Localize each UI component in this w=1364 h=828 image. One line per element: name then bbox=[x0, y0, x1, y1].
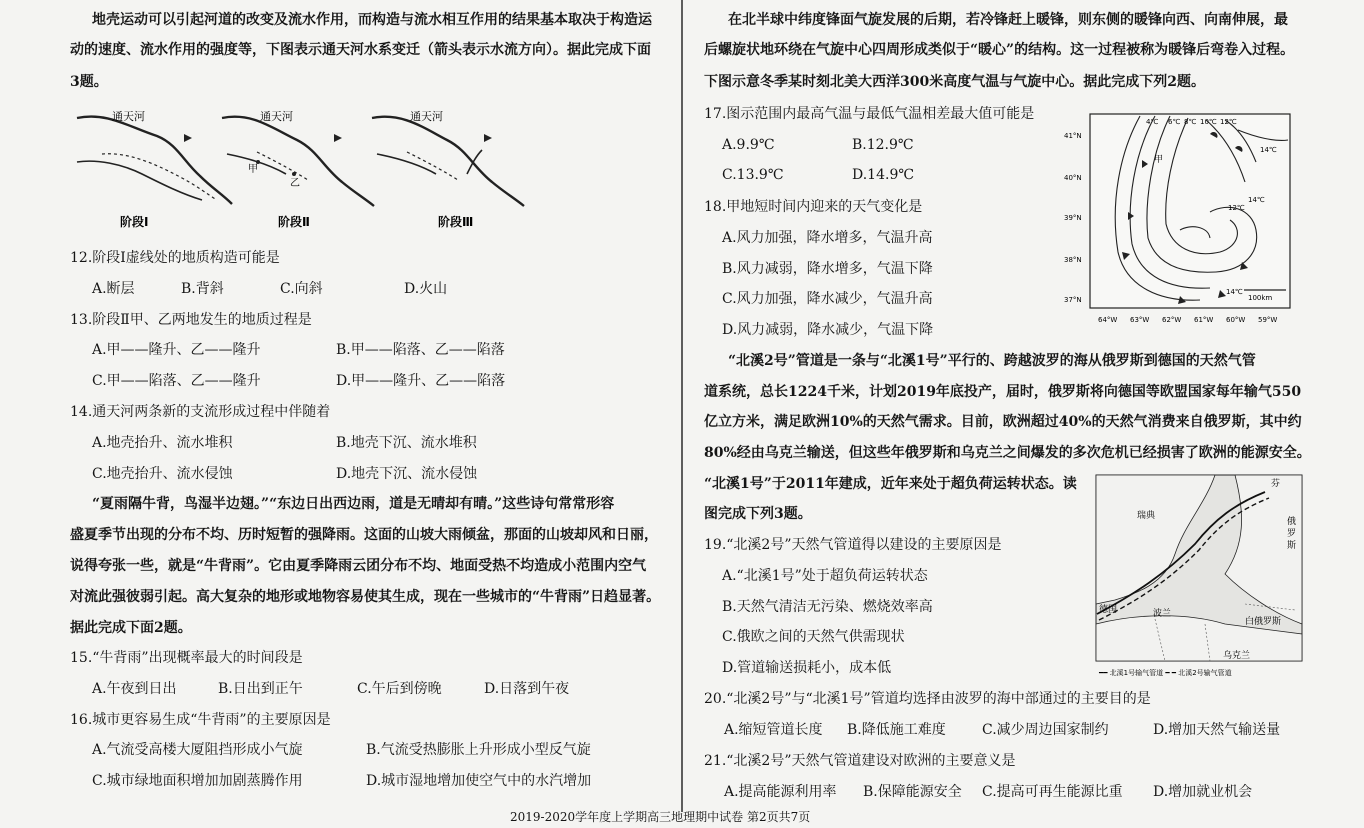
intro-line-3: 3题。 bbox=[70, 74, 108, 90]
map-russia-1: 俄 bbox=[1287, 517, 1297, 527]
lon-59: 59°W bbox=[1258, 316, 1278, 324]
right-intro-line-1: 在北半球中纬度锋面气旋发展的后期，若冷锋赶上暖锋，则东侧的暖锋向西、向南伸展，最 bbox=[728, 12, 1288, 28]
map-belarus: 白俄罗斯 bbox=[1245, 617, 1282, 627]
q21-option-a[interactable]: A.提高能源利用率 bbox=[724, 784, 837, 800]
stage-3-label: 阶段Ⅲ bbox=[438, 215, 474, 229]
q19-stem: 19.“北溪2号”天然气管道得以建设的主要原因是 bbox=[704, 537, 1002, 553]
passage-line-4: 80%经由乌克兰输送，但这些年俄罗斯和乌克兰之间爆发的多次危机已经损害了欧洲的能源安全。 bbox=[704, 445, 1311, 461]
q19-option-c[interactable]: C.俄欧之间的天然气供需现状 bbox=[722, 629, 905, 645]
passage2-line-4: 对流此强彼弱引起。高大复杂的地形或地物容易使其生成，现在一些城市的“牛背雨”日趋显著。 bbox=[70, 589, 661, 605]
q18-option-a[interactable]: A.风力加强，降水增多，气温升高 bbox=[722, 230, 933, 246]
passage-line-6: 图完成下列3题。 bbox=[704, 506, 812, 522]
q12-option-a[interactable]: A.断层 bbox=[92, 281, 135, 297]
baltic-map-figure bbox=[1095, 474, 1303, 680]
intro-line-2: 动的速度、流水作用的强度等，下图表示通天河水系变迁（箭头表示水流方向）。据此完成下面 bbox=[70, 42, 651, 58]
q12-option-b[interactable]: B.背斜 bbox=[181, 281, 224, 297]
q21-stem: 21.“北溪2号”天然气管道建设对欧洲的主要意义是 bbox=[704, 753, 1016, 769]
temp-14-a: 14℃ bbox=[1260, 146, 1277, 154]
temp-14-c: 14℃ bbox=[1226, 288, 1243, 296]
q19-option-b[interactable]: B.天然气清洁无污染、燃烧效率高 bbox=[722, 599, 933, 615]
q16-stem: 16.城市更容易生成“牛背雨”的主要原因是 bbox=[70, 712, 331, 728]
lon-61: 61°W bbox=[1194, 316, 1214, 324]
q13-option-d[interactable]: D.甲——隆升、乙——陷落 bbox=[336, 373, 506, 389]
lon-62: 62°W bbox=[1162, 316, 1182, 324]
temp-8: 8℃ bbox=[1184, 118, 1197, 126]
passage2-line-5: 据此完成下面2题。 bbox=[70, 620, 192, 636]
lat-38: 38°N bbox=[1064, 256, 1082, 264]
lat-39: 39°N bbox=[1064, 214, 1082, 222]
intro-line-1: 地壳运动可以引起河道的改变及流水作用，而构造与流水相互作用的结果基本取决于构造运 bbox=[92, 12, 652, 28]
river-label-1: 通天河 bbox=[112, 110, 145, 123]
q19-option-a[interactable]: A.“北溪1号”处于超负荷运转状态 bbox=[722, 568, 928, 584]
lon-60: 60°W bbox=[1226, 316, 1246, 324]
q18-stem: 18.甲地短时间内迎来的天气变化是 bbox=[704, 199, 923, 215]
river-label-3: 通天河 bbox=[410, 110, 443, 123]
scale-label: 100km bbox=[1248, 294, 1273, 302]
q15-stem: 15.“牛背雨”出现概率最大的时间段是 bbox=[70, 650, 303, 666]
temp-6: 6℃ bbox=[1168, 118, 1181, 126]
map-sweden: 瑞典 bbox=[1137, 511, 1156, 521]
q17-option-c[interactable]: C.13.9℃ bbox=[722, 167, 784, 183]
stage-2-label: 阶段Ⅱ bbox=[278, 215, 310, 229]
q16-option-d[interactable]: D.城市湿地增加使空气中的水汽增加 bbox=[366, 773, 592, 789]
lat-41: 41°N bbox=[1064, 132, 1082, 140]
map-poland: 波兰 bbox=[1153, 609, 1172, 619]
temp-14-b: 14℃ bbox=[1248, 196, 1265, 204]
temp-12-top: 12℃ bbox=[1220, 118, 1237, 126]
q17-option-b[interactable]: B.12.9℃ bbox=[852, 137, 914, 153]
q20-option-a[interactable]: A.缩短管道长度 bbox=[724, 722, 823, 738]
q12-option-c[interactable]: C.向斜 bbox=[280, 281, 323, 297]
q16-option-a[interactable]: A.气流受高楼大厦阻挡形成小气旋 bbox=[92, 742, 303, 758]
q14-option-b[interactable]: B.地壳下沉、流水堆积 bbox=[336, 435, 477, 451]
q14-option-d[interactable]: D.地壳下沉、流水侵蚀 bbox=[336, 466, 478, 482]
map-russia-3: 斯 bbox=[1287, 541, 1297, 551]
q15-option-c[interactable]: C.午后到傍晚 bbox=[357, 681, 442, 697]
q13-option-c[interactable]: C.甲——陷落、乙——隆升 bbox=[92, 373, 261, 389]
q16-option-b[interactable]: B.气流受热膨胀上升形成小型反气旋 bbox=[366, 742, 591, 758]
q13-option-b[interactable]: B.甲——陷落、乙——陷落 bbox=[336, 342, 505, 358]
q14-stem: 14.通天河两条新的支流形成过程中伴随着 bbox=[70, 404, 331, 420]
q18-option-b[interactable]: B.风力减弱，降水增多，气温下降 bbox=[722, 261, 933, 277]
q13-option-a[interactable]: A.甲——隆升、乙——隆升 bbox=[92, 342, 261, 358]
page-footer: 2019-2020学年度上学期高三地理期中试卷 第2页共7页 bbox=[510, 810, 811, 824]
q20-stem: 20.“北溪2号”与“北溪1号”管道均选择由波罗的海中部通过的主要目的是 bbox=[704, 691, 1151, 707]
q16-option-c[interactable]: C.城市绿地面积增加加剧蒸腾作用 bbox=[92, 773, 303, 789]
temp-10: 10℃ bbox=[1200, 118, 1217, 126]
passage2-line-1: “夏雨隔牛背，鸟湿半边翅。”“东边日出西边雨，道是无晴却有晴。”这些诗句常常形容 bbox=[92, 496, 615, 512]
right-intro-line-3: 下图示意冬季某时刻北美大西洋300米高度气温与气旋中心。据此完成下列2题。 bbox=[704, 74, 1205, 90]
lat-40: 40°N bbox=[1064, 174, 1082, 182]
q20-option-c[interactable]: C.减少周边国家制约 bbox=[982, 722, 1109, 738]
q18-option-c[interactable]: C.风力加强，降水减少，气温升高 bbox=[722, 291, 933, 307]
q20-option-b[interactable]: B.降低施工难度 bbox=[847, 722, 946, 738]
q17-stem: 17.图示范围内最高气温与最低气温相差最大值可能是 bbox=[704, 106, 1035, 122]
q18-option-d[interactable]: D.风力减弱，降水减少，气温下降 bbox=[722, 322, 934, 338]
q15-option-a[interactable]: A.午夜到日出 bbox=[92, 681, 177, 697]
q21-option-b[interactable]: B.保障能源安全 bbox=[863, 784, 962, 800]
q21-option-d[interactable]: D.增加就业机会 bbox=[1153, 784, 1253, 800]
lon-63: 63°W bbox=[1130, 316, 1150, 324]
q20-option-d[interactable]: D.增加天然气输送量 bbox=[1153, 722, 1281, 738]
q21-option-c[interactable]: C.提高可再生能源比重 bbox=[982, 784, 1123, 800]
river-evolution-figure bbox=[72, 104, 527, 234]
passage2-line-2: 盛夏季节出现的分布不均、历时短暂的强降雨。这面的山坡大雨倾盆，那面的山坡却风和日丽， bbox=[70, 527, 658, 543]
map-germany: 德国 bbox=[1099, 605, 1118, 615]
q19-option-d[interactable]: D.管道输送损耗小，成本低 bbox=[722, 660, 892, 676]
map-russia-2: 罗 bbox=[1287, 529, 1297, 539]
column-divider bbox=[681, 0, 683, 812]
q14-option-a[interactable]: A.地壳抬升、流水堆积 bbox=[92, 435, 233, 451]
q12-stem: 12.阶段Ⅰ虚线处的地质构造可能是 bbox=[70, 250, 280, 266]
q17-option-d[interactable]: D.14.9℃ bbox=[852, 167, 915, 183]
lat-37: 37°N bbox=[1064, 296, 1082, 304]
passage-line-3: 亿立方米，满足欧洲10%的天然气需求。目前，欧洲超过40%的天然气消费来自俄罗斯，其中约 bbox=[704, 414, 1302, 430]
lon-64: 64°W bbox=[1098, 316, 1118, 324]
temp-12: 12℃ bbox=[1228, 204, 1245, 212]
point-jia: 甲 bbox=[248, 164, 258, 175]
passage-line-1: “北溪2号”管道是一条与“北溪1号”平行的、跨越波罗的海从俄罗斯到德国的天然气管 bbox=[728, 353, 1256, 369]
stage-1-label: 阶段Ⅰ bbox=[120, 215, 149, 229]
passage2-line-3: 说得夸张一些，就是“牛背雨”。它由夏季降雨云团分布不均、地面受热不均造成小范围内空气 bbox=[70, 558, 647, 574]
map-ukraine: 乌克兰 bbox=[1223, 651, 1251, 661]
map-finland: 芬 bbox=[1271, 479, 1281, 489]
q13-stem: 13.阶段Ⅱ甲、乙两地发生的地质过程是 bbox=[70, 312, 312, 328]
right-intro-line-2: 后螺旋状地环绕在气旋中心四周形成类似于“暖心”的结构。这一过程被称为暖锋后弯卷入过程。 bbox=[704, 42, 1295, 58]
q14-option-c[interactable]: C.地壳抬升、流水侵蚀 bbox=[92, 466, 233, 482]
point-yi: 乙 bbox=[290, 178, 300, 189]
map-legend: ━━ 北溪1号输气管道 ━ ━ 北溪2号输气管道 bbox=[1099, 669, 1232, 677]
q15-option-d[interactable]: D.日落到午夜 bbox=[484, 681, 570, 697]
q12-option-d[interactable]: D.火山 bbox=[404, 281, 448, 297]
temp-4: 4℃ bbox=[1146, 118, 1159, 126]
q17-option-a[interactable]: A.9.9℃ bbox=[722, 137, 775, 153]
passage-line-5: “北溪1号”于2011年建成，近年来处于超负荷运转状态。读 bbox=[704, 476, 1077, 492]
passage-line-2: 道系统，总长1224千米，计划2019年底投产，届时，俄罗斯将向德国等欧盟国家每年输气550 bbox=[704, 384, 1302, 400]
weather-point-jia: 甲 bbox=[1154, 155, 1164, 165]
weather-map-figure bbox=[1060, 112, 1300, 330]
river-label-2: 通天河 bbox=[260, 110, 293, 123]
q15-option-b[interactable]: B.日出到正午 bbox=[218, 681, 303, 697]
